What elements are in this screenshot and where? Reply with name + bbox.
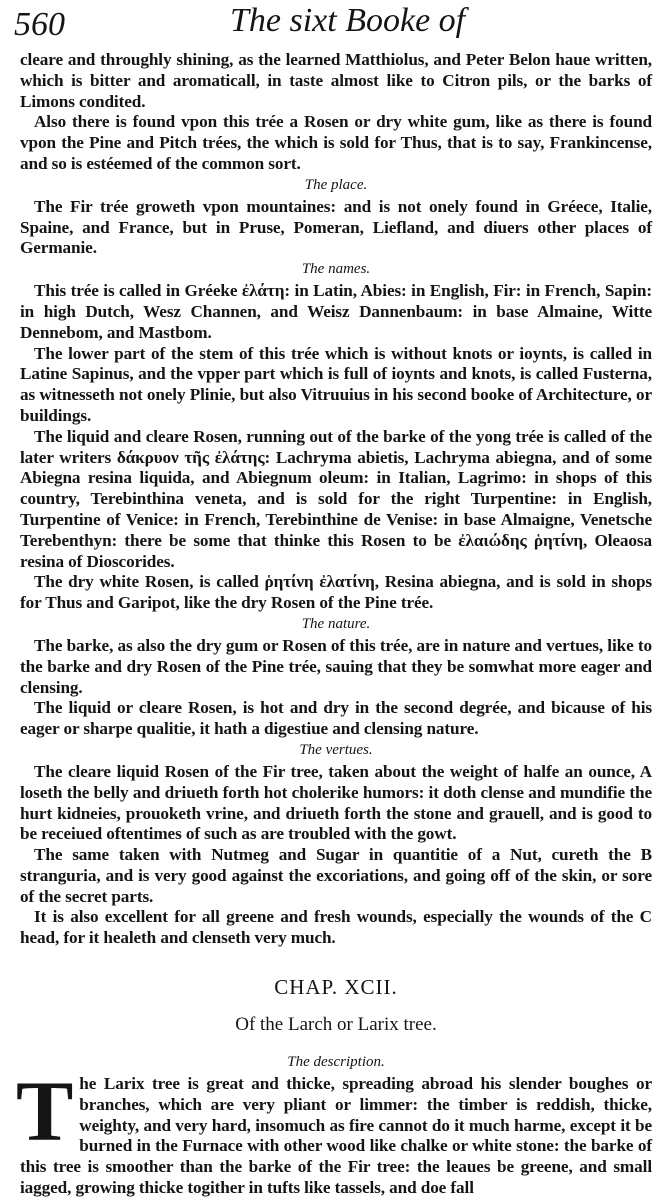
paragraph: This trée is called in Gréeke ἐλάτη: in Latin, Abies: in English, Fir: in French, Sapin: in high Dutch, Wesz Channen, and Weisz Dannenbaum: in base Almaine, Witte Dennebom, and Mastbom. — [20, 281, 652, 342]
paragraph: The liquid and cleare Rosen, running out of the barke of the yong trée is called of the later writers δάκρυον τῆς ἐλάτης: Lachryma abietis, Lachryma abiegna, and of some Abiegna resina liquida, and Abiegnum oleum: in Italian, Lagrimo: in shops of this country, Terebinthina veneta, and is sold for the right Turpentine: in English, Turpentine of Venice: in French, Terebinthine de Venise: in base Almaigne, Venetsche Terebenthyn: there be some that thinke this Rosen to be ἐλαιώδης ῥητίνη, Oleaosa resina of Dioscorides. — [20, 426, 652, 571]
paragraph: cleare and throughly shining, as the learned Matthiolus, and Peter Belon haue written, which is bitter and aromaticall, in taste almost like to Citron pils, or the barks of Limons condited. — [20, 50, 652, 111]
section-heading-description: The description. — [287, 1054, 385, 1071]
paragraph: The Fir trée groweth vpon mountaines: and is not onely found in Gréece, Italie, Spaine, and France, but in Pruse, Pomeran, Liefland, and diuers other places of Germanie. — [20, 196, 652, 258]
chapter-subtitle: Of the Larch or Larix tree. — [235, 1014, 437, 1036]
paragraph: The same taken with Nutmeg and Sugar in quantitie of a Nut, cureth the B stranguria, and is very good against the excoriations, and going off of the skin, or sore of the secret parts. — [20, 845, 652, 906]
section-heading-nature: The nature. — [301, 615, 371, 632]
page-number: 560 — [14, 6, 65, 43]
section-heading-names: The names. — [301, 261, 371, 278]
paragraph: The lower part of the stem of this trée which is without knots or ioynts, is called in Latine Sapinus, and the vpper part which is full of ioynts and knots, is called Fusterna, as witnesseth not onely Plinie, but also Vitruuius in his second booke of Architecture, or buildings. — [20, 343, 652, 425]
paragraph: The cleare liquid Rosen of the Fir tree, taken about the weight of halfe an ounce, A loseth the belly and driueth forth hot cholerike humors: it doth clense and mundifie the hurt kidneies, prouoketh vrine, and driueth forth the stone and grauell, and is good to be receiued oftentimes of such as are troubled with the gowt. — [20, 761, 652, 844]
chapter-paragraph — [16, 1063, 652, 1199]
section-heading-place: The place. — [304, 176, 368, 193]
paragraph: The liquid or cleare Rosen, is hot and dry in the second degrée, and bicause of his eager or sharpe qualitie, it hath a digestiue and clensing nature. — [20, 698, 652, 739]
page-header — [14, 0, 652, 50]
section-heading-vertues: The vertues. — [299, 741, 373, 758]
chapter-title: CHAP. XCII. — [274, 975, 398, 1000]
running-head: The sixt Booke of — [230, 2, 466, 39]
paragraph: Also there is found vpon this trée a Rosen or dry white gum, like as there is found vpon the Pine and Pitch trées, the which is sold for Thus, that is to say, Frankincense, and so is estéemed of the common sort. — [20, 112, 652, 173]
paragraph: The dry white Rosen, is called ῥητίνη ἐλατίνη, Resina abiegna, and is sold in shops for Thus and Garipot, like the dry Rosen of the Pine trée. — [20, 572, 652, 613]
paragraph: The barke, as also the dry gum or Rosen of this trée, are in nature and vertues, like to the barke and dry Rosen of the Pine trée, sauing that they be somwhat more eager and clensing. — [20, 635, 652, 697]
drop-cap: T — [16, 1063, 74, 1160]
chapter-text: he Larix tree is great and thicke, spreading abroad his slender boughes or branches, which are very pliant or limmer: the timber is reddish, thicke, weighty, and very hard, insomuch as fire cannot do it much harme, except it be burned in the Furnace with other wood like chalke or white stone: the barke of this tree is smoother than the barke of the Fir tree: the leaues be greene, and small iagged, growing thicke togither in tufts like tassels, and doe fall — [20, 1074, 652, 1198]
paragraph: It is also excellent for all greene and fresh wounds, especially the wounds of the C head, for it healeth and clenseth very much. — [20, 907, 652, 948]
